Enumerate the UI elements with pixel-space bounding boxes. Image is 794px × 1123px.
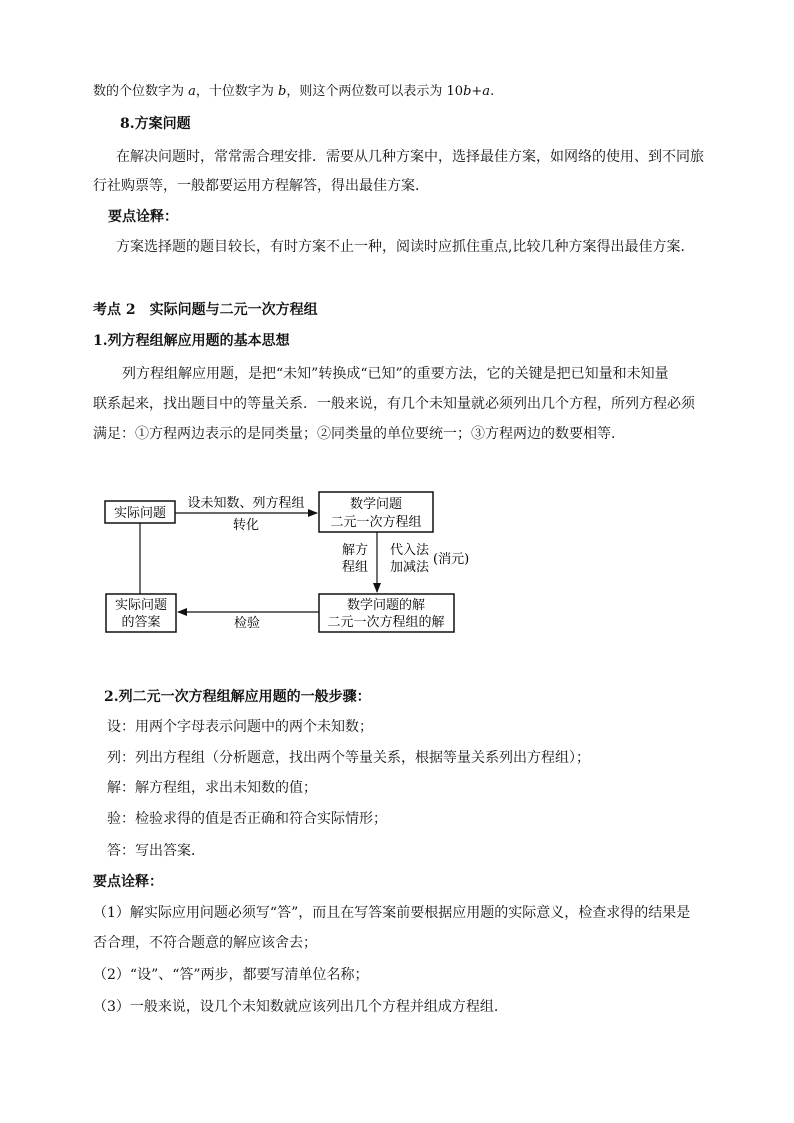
step-item: 设：用两个字母表示问题中的两个未知数；	[107, 719, 373, 735]
kaodian2-para-line1: 列方程组解应用题，是把“未知”转换成“已知”的重要方法，它的关键是把已知量和未知量	[122, 366, 669, 382]
box-real-text: 实际问题	[113, 506, 167, 521]
step-item: 答：写出答案．	[107, 843, 205, 859]
intro-prefix: 数的个位数字为	[93, 84, 189, 99]
note-1-line1: （1）解实际应用问题必须写“答”，而且在写答案前要根据应用题的实际意义，检查求得的结果是	[93, 905, 691, 921]
box-solution-text-l1: 数学问题的解	[346, 598, 426, 613]
intro-var-a: a	[188, 84, 196, 99]
step-item: 验：检验求得的值是否正确和符合实际情形；	[107, 811, 387, 827]
kaodian2-title: 考点 2 实际问题与二元一次方程组	[93, 302, 318, 318]
step-item: 列：列出方程组（分析题意，找出两个等量关系，根据等量关系列出方程组）；	[107, 750, 590, 766]
kaodian2-sub1-title: 1.列方程组解应用题的基本思想	[93, 333, 290, 349]
box-real-answer	[106, 594, 176, 632]
solve-label-l2: 程组	[342, 560, 369, 575]
intro-expr-b: b	[463, 84, 472, 99]
method-label-l1: 代入法	[390, 543, 430, 558]
note-3: （3）一般来说，设几个未知数就应该列出几个方程并组成方程组.	[93, 999, 499, 1015]
note-2: （2）“设”、“答”两步，都要写清单位名称；	[93, 967, 369, 983]
solve-label-l1: 解方	[342, 543, 369, 558]
section8-para-line2: 行社购票等，一般都要运用方程解答，得出最佳方案．	[93, 178, 429, 194]
box-math-text-l1: 数学问题	[349, 497, 403, 512]
steps-title: 2.列二元一次方程组解应用题的一般步骤：	[104, 689, 371, 705]
box-answer-text-l1: 实际问题	[114, 598, 168, 613]
section8-note-title: 要点诠释：	[108, 209, 178, 225]
arrow-top-sub: 转化	[232, 518, 260, 533]
kaodian2-para-line2: 联系起来，找出题目中的等量关系．一般来说，有几个未知量就必须列出几个方程，所列方程必须	[93, 396, 695, 412]
arrow-top-label: 设未知数、列方程组	[187, 496, 305, 511]
box-math-text-l2: 二元一次方程组	[330, 515, 422, 530]
intro-period: .	[490, 84, 495, 99]
note-1-line2: 否合理，不符合题意的解应该舍去；	[93, 935, 317, 951]
section8-note-text: 方案选择题的题目较长，有时方案不止一种，阅读时应抓住重点,比较几种方案得出最佳方案．	[116, 239, 695, 255]
intro-var-b: b	[278, 84, 287, 99]
intro-suffix: ，则这个两位数可以表示为 10	[286, 84, 464, 99]
step-item: 解：解方程组，求出未知数的值；	[107, 780, 317, 796]
section8-para-line1: 在解决问题时，常常需合理安排．需要从几种方案中，选择最佳方案，如网络的使用、到不同旅	[116, 149, 704, 165]
box-answer-text-l2: 的答案	[121, 615, 161, 630]
notes-title: 要点诠释：	[93, 874, 163, 890]
box-math-problem	[319, 492, 433, 532]
box-real-problem	[105, 501, 175, 523]
kaodian2-para-line3: 满足：①方程两边表示的是同类量；②同类量的单位要统一；③方程两边的数要相等.	[93, 426, 616, 442]
check-label: 检验	[233, 616, 261, 631]
intro-plus: +	[471, 84, 483, 99]
box-math-solution	[319, 594, 454, 632]
box-solution-text-l2: 二元一次方程组的解	[327, 615, 445, 630]
method-label-l2: 加减法	[390, 560, 430, 575]
intro-expr-a: a	[482, 84, 491, 99]
intro-middle: ，十位数字为	[195, 84, 279, 99]
method-note: (消元)	[433, 552, 470, 567]
section8-title: 8.方案问题	[120, 116, 191, 132]
intro-line	[93, 82, 494, 102]
